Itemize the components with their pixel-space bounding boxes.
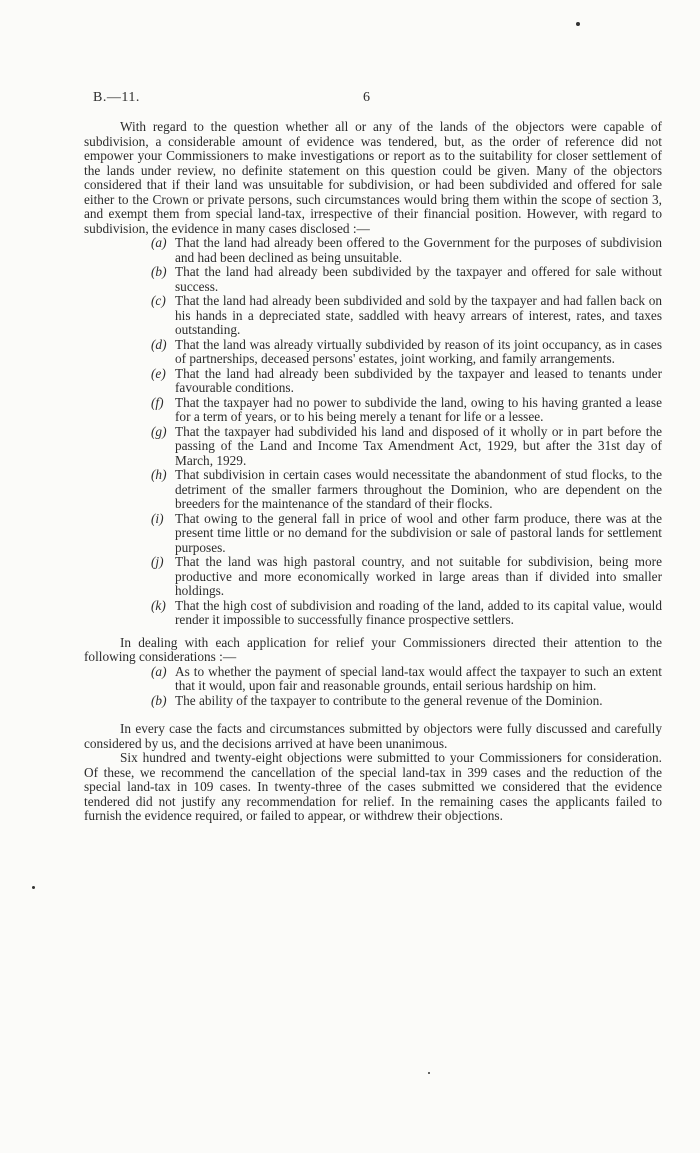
item-text: The ability of the taxpayer to contribute to the general revenue of the Dominion. xyxy=(175,692,603,708)
item-text: That the land was high pastoral country, and not suitable for subdivision, being more productive and more economically worked in large areas than if divided into smaller holdings. xyxy=(175,554,662,598)
list-item xyxy=(84,555,662,599)
item-label: (e) xyxy=(151,365,166,381)
considerations-list xyxy=(84,665,662,709)
item-label: (k) xyxy=(151,597,166,613)
list-item xyxy=(84,294,662,338)
list-item xyxy=(84,265,662,294)
item-label: (i) xyxy=(151,510,164,526)
page-number: 6 xyxy=(363,90,371,105)
list-item xyxy=(84,396,662,425)
item-label: (b) xyxy=(151,264,167,279)
item-text: That subdivision in certain cases would necessitate the abandonment of stud flocks, to the detriment of the smaller farmers throughout the Dominion, who are dependent on the breeders for the maintenance of the standard of their flocks. xyxy=(175,467,662,511)
item-label: (j) xyxy=(151,554,164,569)
item-text: That the land was already virtually subdivided by reason of its joint occupancy, as in cases of partnerships, deceased persons' estates, joint working, and family arrangements. xyxy=(175,336,662,366)
document-body xyxy=(84,120,662,824)
item-label: (b) xyxy=(151,692,167,708)
item-text: That the high cost of subdivision and roading of the land, added to its capital value, would render it impossible to successfully finance prospective settlers. xyxy=(175,597,662,627)
list-item xyxy=(84,599,662,628)
item-label: (a) xyxy=(151,663,167,679)
document-reference: B.—11. xyxy=(93,90,140,105)
item-text: That the taxpayer had no power to subdivide the land, owing to his having granted a lease for a term of years, or to his being merely a tenant for life or a lessee. xyxy=(175,394,662,424)
item-text: That the taxpayer had subdivided his land and disposed of it wholly or in part before the passing of the Land and Income Tax Amendment Act, 1929, but after the 31st day of March, 1929. xyxy=(175,423,662,468)
item-text: That the land had already been offered to the Government for the purposes of subdivision and had been declined as being unsuitable. xyxy=(175,235,662,265)
item-label: (f) xyxy=(151,394,164,410)
paragraph-considerations: In dealing with each application for relief your Commissioners directed their attention to the following considerations :— xyxy=(84,634,662,664)
evidence-list xyxy=(84,236,662,628)
item-text: That the land had already been subdivided by the taxpayer and offered for sale without success. xyxy=(175,264,662,294)
list-item xyxy=(84,665,662,694)
item-label: (h) xyxy=(151,467,167,482)
list-item xyxy=(84,468,662,512)
item-label: (g) xyxy=(151,423,167,439)
paragraph-subdivision: With regard to the question whether all or any of the lands of the objectors were capable of subdivision, a considerable amount of evidence was tendered, but, as the order of reference did not empower your Commissioners to make investigations or report as to the suitability for closer settlement of the lands under review, no definite statement on this question could be given. Many of the objectors considered that if their land was unsuitable for subdivision, or had been subdivided and offered for sale either to the Crown or private persons, such circumstances would bring them within the scope of section 3, and exempt them from special land-tax, irrespective of their financial position. However, with regard to subdivision, the evidence in many cases disclosed :— xyxy=(84,119,662,236)
item-label: (c) xyxy=(151,293,166,308)
item-text: That the land had already been subdivided and sold by the taxpayer and had fallen back on his hands in a depreciated state, saddled with heavy arrears of interest, rates, and taxes outstanding. xyxy=(175,293,662,337)
list-item xyxy=(84,236,662,265)
paragraph-decisions: In every case the facts and circumstances submitted by objectors were fully discussed and carefully considered by us, and the decisions arrived at have been unanimous. xyxy=(84,721,662,751)
item-text: That owing to the general fall in price of wool and other farm produce, there was at the present time little or no demand for the subdivision or sale of pastoral lands for settlement purposes. xyxy=(175,510,662,555)
list-item xyxy=(84,512,662,556)
scan-speck xyxy=(576,22,580,26)
list-item xyxy=(84,694,662,709)
scan-speck xyxy=(32,886,35,889)
scan-speck xyxy=(428,1072,430,1074)
paragraph-objections-summary: Six hundred and twenty-eight objections were submitted to your Commissioners for consideration. Of these, we recommend the cancellation of the special land-tax in 399 cases and the reduction of the special land-tax in 109 cases. In twenty-three of the cases submitted we considered that the evidence tendered did not justify any recommendation for relief. In the remaining cases the applicants failed to furnish the evidence required, or failed to appear, or withdrew their objections. xyxy=(84,750,662,823)
item-text: As to whether the payment of special land-tax would affect the taxpayer to such an extent that it would, upon fair and reasonable grounds, entail serious hardship on him. xyxy=(175,663,662,693)
item-label: (d) xyxy=(151,336,167,352)
item-text: That the land had already been subdivided by the taxpayer and leased to tenants under favourable conditions. xyxy=(175,365,662,395)
list-item xyxy=(84,338,662,367)
item-label: (a) xyxy=(151,235,167,250)
list-item xyxy=(84,367,662,396)
list-item xyxy=(84,425,662,469)
